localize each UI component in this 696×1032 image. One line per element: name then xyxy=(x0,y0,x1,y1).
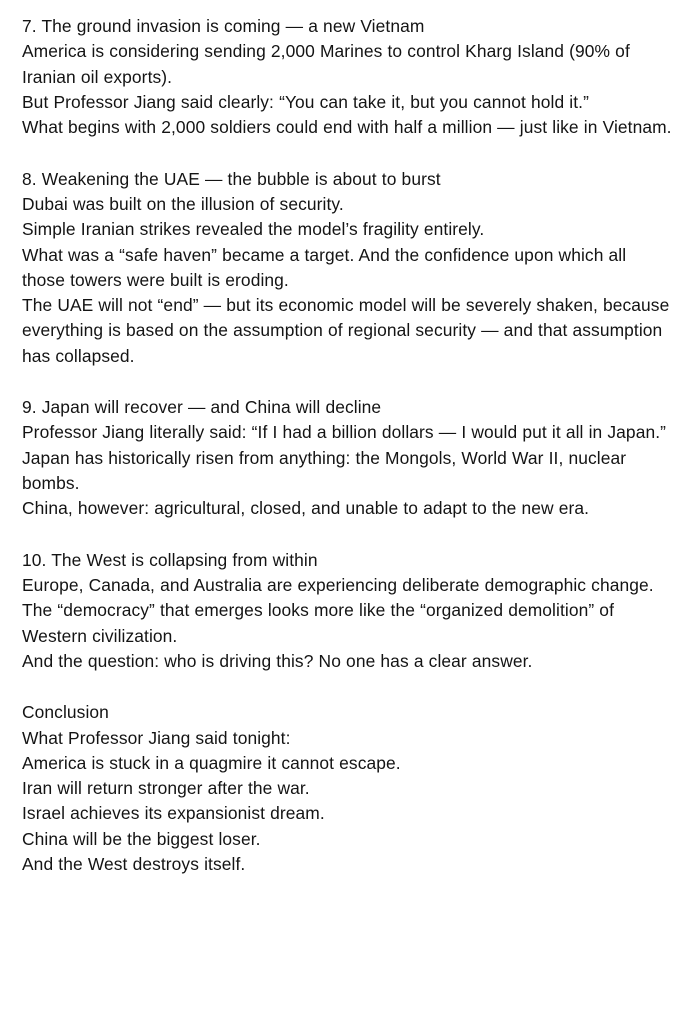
text-block-point-8 xyxy=(22,167,674,370)
text-line: And the question: who is driving this? No one has a clear answer. xyxy=(22,650,533,671)
text-line: 9. Japan will recover — and China will decline xyxy=(22,397,382,418)
text-block-point-7 xyxy=(22,14,674,141)
text-line: Iran will return stronger after the war. xyxy=(22,778,310,799)
text-line: Israel achieves its expansionist dream. xyxy=(22,803,325,824)
text-line: Simple Iranian strikes revealed the model’s fragility entirely. xyxy=(22,219,485,240)
text-block-point-10 xyxy=(22,548,674,675)
text-line: Dubai was built on the illusion of security. xyxy=(22,193,344,214)
text-line: What was a “safe haven” became a target. And the confidence upon which all those towers were built is eroding. xyxy=(22,244,627,290)
text-line: China will be the biggest loser. xyxy=(22,828,261,849)
text-line: What begins with 2,000 soldiers could end with half a million — just like in Vietnam. xyxy=(22,117,672,138)
text-line: Professor Jiang literally said: “If I had a billion dollars — I would put it all in Japan.” xyxy=(22,422,667,443)
text-line: 10. The West is collapsing from within xyxy=(22,549,318,570)
text-line: Conclusion xyxy=(22,702,109,723)
text-line: And the West destroys itself. xyxy=(22,854,246,875)
text-line: America is considering sending 2,000 Marines to control Kharg Island (90% of Iranian oil exports). xyxy=(22,41,630,87)
text-line: Europe, Canada, and Australia are experiencing deliberate demographic change. xyxy=(22,574,654,595)
text-line: What Professor Jiang said tonight: xyxy=(22,727,291,748)
text-line: Japan has historically risen from anything: the Mongols, World War II, nuclear bombs. xyxy=(22,447,627,493)
text-line: 7. The ground invasion is coming — a new Vietnam xyxy=(22,16,425,36)
text-block-point-9 xyxy=(22,395,674,522)
text-line: The UAE will not “end” — but its economic model will be severely shaken, because everything is based on the assumption of regional security — and that assumption has collapsed. xyxy=(22,295,670,366)
text-line: 8. Weakening the UAE — the bubble is about to burst xyxy=(22,168,441,189)
text-line: The “democracy” that emerges looks more like the “organized demolition” of Western civilization. xyxy=(22,600,614,646)
text-line: China, however: agricultural, closed, and unable to adapt to the new era. xyxy=(22,498,590,519)
text-block-conclusion xyxy=(22,700,674,877)
text-line: But Professor Jiang said clearly: “You can take it, but you cannot hold it.” xyxy=(22,91,589,112)
text-line: America is stuck in a quagmire it cannot escape. xyxy=(22,752,401,773)
